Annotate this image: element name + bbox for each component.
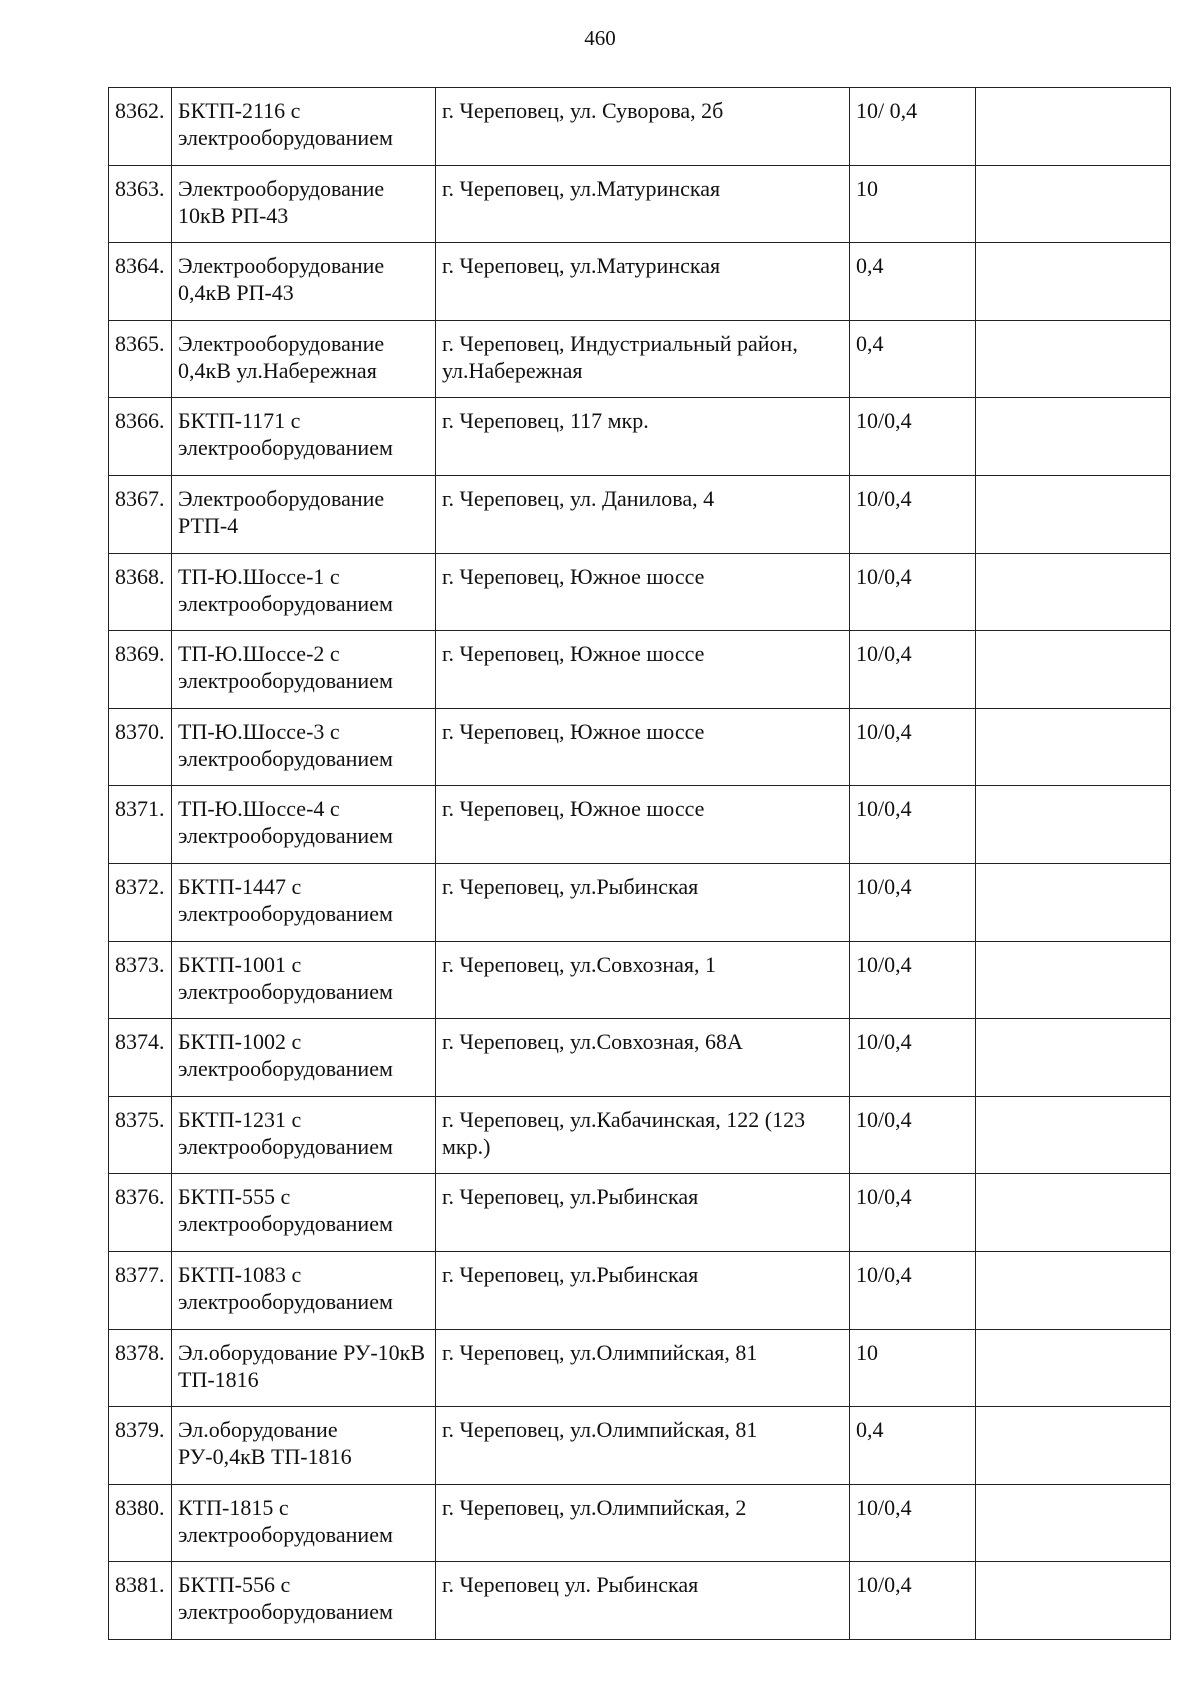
table-row [109,1251,1171,1329]
object-name: БКТП-555 с электрооборудованием [172,1174,436,1252]
object-address: г. Череповец, ул.Рыбинская [436,863,850,941]
voltage-value: 10 [850,165,976,243]
voltage-value: 10/0,4 [850,398,976,476]
empty-cell [976,1562,1171,1640]
table-row [109,165,1171,243]
empty-cell [976,1096,1171,1174]
row-number: 8368. [109,553,172,631]
object-address: г. Череповец, Южное шоссе [436,631,850,709]
object-address: г. Череповец ул. Рыбинская [436,1562,850,1640]
empty-cell [976,553,1171,631]
voltage-value: 10/0,4 [850,708,976,786]
empty-cell [976,320,1171,398]
empty-cell [976,708,1171,786]
table-row [109,941,1171,1019]
row-number: 8370. [109,708,172,786]
object-name: БКТП-556 с электрооборудованием [172,1562,436,1640]
voltage-value: 10/0,4 [850,553,976,631]
empty-cell [976,165,1171,243]
object-name: ТП-Ю.Шоссе-4 с электрооборудованием [172,786,436,864]
object-address: г. Череповец, Южное шоссе [436,786,850,864]
row-number: 8372. [109,863,172,941]
object-address: г. Череповец, ул.Рыбинская [436,1174,850,1252]
row-number: 8364. [109,243,172,321]
empty-cell [976,398,1171,476]
object-name: Эл.оборудование РУ-0,4кВ ТП-1816 [172,1407,436,1485]
object-address: г. Череповец, ул. Суворова, 2б [436,88,850,166]
empty-cell [976,1174,1171,1252]
row-number: 8378. [109,1329,172,1407]
object-address: г. Череповец, ул.Совхозная, 68А [436,1019,850,1097]
empty-cell [976,243,1171,321]
table-row [109,1096,1171,1174]
table-row [109,631,1171,709]
voltage-value: 10/0,4 [850,786,976,864]
object-name: ТП-Ю.Шоссе-1 с электрооборудованием [172,553,436,631]
row-number: 8380. [109,1484,172,1562]
object-name: БКТП-1171 с электрооборудованием [172,398,436,476]
table-row [109,88,1171,166]
row-number: 8376. [109,1174,172,1252]
table-row [109,1019,1171,1097]
object-name: БКТП-2116 с электрооборудованием [172,88,436,166]
object-address: г. Череповец, Южное шоссе [436,553,850,631]
page-number: 460 [584,26,616,50]
row-number: 8366. [109,398,172,476]
object-address: г. Череповец, ул.Матуринская [436,165,850,243]
object-name: БКТП-1002 с электрооборудованием [172,1019,436,1097]
voltage-value: 10/0,4 [850,1251,976,1329]
object-name: Электрооборудование 10кВ РП-43 [172,165,436,243]
voltage-value: 10/0,4 [850,631,976,709]
object-name: БКТП-1001 с электрооборудованием [172,941,436,1019]
empty-cell [976,1329,1171,1407]
table-row [109,1329,1171,1407]
empty-cell [976,863,1171,941]
table-row [109,1174,1171,1252]
voltage-value: 10/0,4 [850,1562,976,1640]
row-number: 8374. [109,1019,172,1097]
row-number: 8371. [109,786,172,864]
table-row [109,786,1171,864]
registry-table-body [109,88,1171,1640]
table-row [109,320,1171,398]
empty-cell [976,786,1171,864]
row-number: 8365. [109,320,172,398]
voltage-value: 10/0,4 [850,1019,976,1097]
table-row [109,553,1171,631]
voltage-value: 10/0,4 [850,1096,976,1174]
table-row [109,708,1171,786]
object-address: г. Череповец, ул.Совхозная, 1 [436,941,850,1019]
object-name: Электрооборудование РТП-4 [172,475,436,553]
row-number: 8369. [109,631,172,709]
row-number: 8379. [109,1407,172,1485]
empty-cell [976,1251,1171,1329]
object-name: ТП-Ю.Шоссе-2 с электрооборудованием [172,631,436,709]
voltage-value: 0,4 [850,1407,976,1485]
object-name: ТП-Ю.Шоссе-3 с электрооборудованием [172,708,436,786]
table-row [109,398,1171,476]
empty-cell [976,1407,1171,1485]
registry-table [108,87,1171,1640]
object-address: г. Череповец, ул.Матуринская [436,243,850,321]
voltage-value: 10/0,4 [850,1174,976,1252]
empty-cell [976,1484,1171,1562]
row-number: 8362. [109,88,172,166]
row-number: 8375. [109,1096,172,1174]
row-number: 8381. [109,1562,172,1640]
voltage-value: 10/0,4 [850,1484,976,1562]
object-address: г. Череповец, ул.Олимпийская, 81 [436,1407,850,1485]
empty-cell [976,941,1171,1019]
voltage-value: 10 [850,1329,976,1407]
object-address: г. Череповец, Индустриальный район, ул.Набережная [436,320,850,398]
row-number: 8367. [109,475,172,553]
table-row [109,243,1171,321]
object-name: Электрооборудование 0,4кВ РП-43 [172,243,436,321]
object-address: г. Череповец, ул.Кабачинская, 122 (123 мкр.) [436,1096,850,1174]
table-row [109,475,1171,553]
object-address: г. Череповец, 117 мкр. [436,398,850,476]
table-row [109,1484,1171,1562]
table-row [109,863,1171,941]
voltage-value: 10/0,4 [850,863,976,941]
voltage-value: 0,4 [850,320,976,398]
voltage-value: 0,4 [850,243,976,321]
object-name: КТП-1815 с электрооборудованием [172,1484,436,1562]
object-address: г. Череповец, ул.Олимпийская, 81 [436,1329,850,1407]
row-number: 8363. [109,165,172,243]
empty-cell [976,1019,1171,1097]
object-name: БКТП-1447 с электрооборудованием [172,863,436,941]
empty-cell [976,475,1171,553]
object-name: Эл.оборудование РУ-10кВ ТП-1816 [172,1329,436,1407]
object-address: г. Череповец, ул. Данилова, 4 [436,475,850,553]
object-address: г. Череповец, Южное шоссе [436,708,850,786]
voltage-value: 10/0,4 [850,941,976,1019]
object-name: БКТП-1231 с электрооборудованием [172,1096,436,1174]
table-row [109,1562,1171,1640]
voltage-value: 10/0,4 [850,475,976,553]
row-number: 8377. [109,1251,172,1329]
object-address: г. Череповец, ул.Рыбинская [436,1251,850,1329]
object-name: БКТП-1083 с электрооборудованием [172,1251,436,1329]
empty-cell [976,88,1171,166]
table-row [109,1407,1171,1485]
voltage-value: 10/ 0,4 [850,88,976,166]
object-name: Электрооборудование 0,4кВ ул.Набережная [172,320,436,398]
object-address: г. Череповец, ул.Олимпийская, 2 [436,1484,850,1562]
row-number: 8373. [109,941,172,1019]
empty-cell [976,631,1171,709]
